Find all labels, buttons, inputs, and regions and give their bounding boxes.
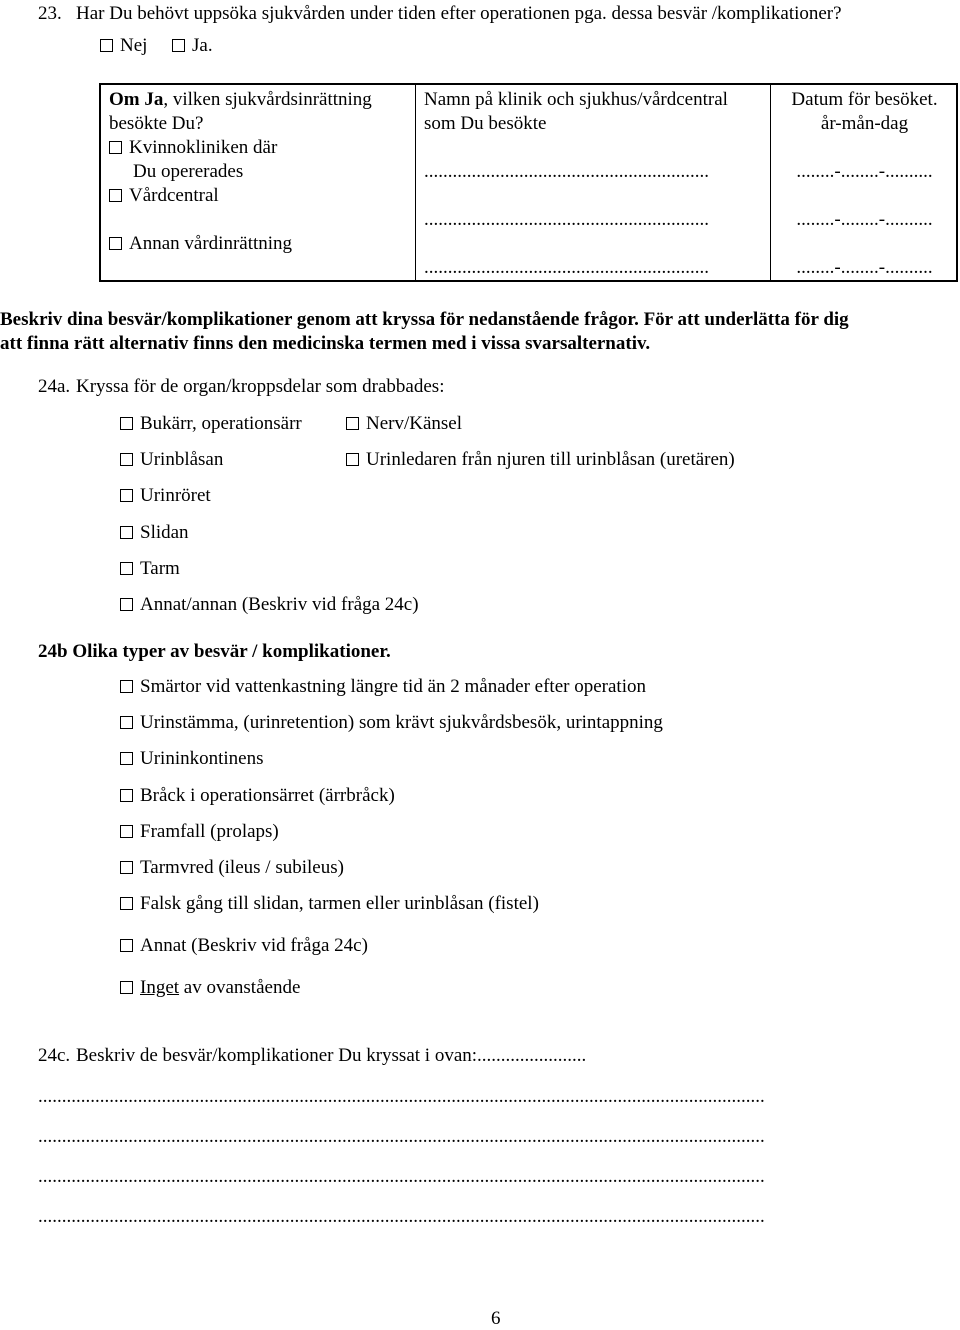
q24a-question: Kryssa för de organ/kroppsdelar som drabbades: [76, 376, 445, 397]
checkbox[interactable] [120, 861, 133, 874]
checkbox[interactable] [120, 680, 133, 693]
q24b-option-none[interactable]: Inget av ovanstående [120, 977, 300, 999]
option-label: Nej [120, 35, 148, 56]
checkbox[interactable] [120, 981, 133, 994]
checkbox[interactable] [120, 752, 133, 765]
checkbox[interactable] [120, 939, 133, 952]
q24b-option[interactable]: Bråck i operationsärret (ärrbråck) [120, 785, 395, 807]
q24a-option[interactable]: Urinblåsan [120, 449, 223, 471]
q24a-number: 24a. [38, 376, 71, 397]
q24b-option[interactable]: Smärtor vid vattenkastning längre tid än 2 månader efter operation [120, 676, 646, 698]
col3-header: Datum för besöket. [791, 89, 938, 110]
checkbox[interactable] [120, 825, 133, 838]
option-annan[interactable]: Annan vårdinrättning [109, 232, 409, 256]
col1-header-line2: besökte Du? [109, 113, 204, 134]
clinic-blank[interactable]: ............................................................ [424, 257, 709, 278]
visits-table [99, 83, 958, 282]
checkbox[interactable] [120, 897, 133, 910]
clinic-name-column [416, 84, 771, 281]
checkbox[interactable] [109, 141, 122, 154]
institution-column [100, 84, 416, 281]
date-blank[interactable]: ........-........-.......... [796, 257, 933, 278]
q23-option-ja[interactable] [172, 35, 213, 57]
q24a-option[interactable]: Urinledaren från njuren till urinblåsan (uretären) [346, 449, 735, 471]
col2-header: Namn på klinik och sjukhus/vårdcentral [424, 89, 728, 110]
checkbox[interactable] [120, 789, 133, 802]
answer-line[interactable]: ......................................................................................................................................................... [38, 1126, 765, 1147]
checkbox[interactable] [346, 417, 359, 430]
q23-question: Har Du behövt uppsöka sjukvården under tiden efter operationen pga. dessa besvär /komplikationer? [76, 3, 842, 24]
q24b-option[interactable]: Falsk gång till slidan, tarmen eller urinblåsan (fistel) [120, 893, 539, 915]
checkbox[interactable] [120, 526, 133, 539]
col1-header: Om Ja, vilken sjukvårdsinrättning [109, 89, 372, 110]
q23-number: 23. [38, 3, 62, 24]
checkbox[interactable] [172, 39, 185, 52]
checkbox[interactable] [100, 39, 113, 52]
q24b-option[interactable]: Tarmvred (ileus / subileus) [120, 857, 344, 879]
option-kvinnokliniken[interactable]: Kvinnokliniken där [109, 136, 409, 160]
q24b-option[interactable]: Urininkontinens [120, 748, 264, 770]
clinic-blank[interactable]: ............................................................ [424, 209, 709, 230]
q24b-option[interactable]: Framfall (prolaps) [120, 821, 279, 843]
date-blank[interactable]: ........-........-.......... [796, 161, 933, 182]
q24b-option[interactable]: Annat (Beskriv vid fråga 24c) [120, 935, 368, 957]
q24a-option[interactable]: Annat/annan (Beskriv vid fråga 24c) [120, 594, 419, 616]
checkbox[interactable] [120, 562, 133, 575]
answer-line[interactable]: ......................................................................................................................................................... [38, 1086, 765, 1107]
clinic-blank[interactable]: ............................................................ [424, 161, 709, 182]
date-blank[interactable]: ........-........-.......... [796, 209, 933, 230]
checkbox[interactable] [120, 453, 133, 466]
date-column [771, 84, 958, 281]
option-label: Ja. [192, 35, 213, 56]
checkbox[interactable] [120, 598, 133, 611]
checkbox[interactable] [109, 189, 122, 202]
checkbox[interactable] [120, 489, 133, 502]
option-kvinnokliniken-line2: Du opererades [133, 161, 244, 182]
page-number: 6 [491, 1308, 501, 1329]
q24b-title: 24b Olika typer av besvär / komplikationer. [38, 641, 391, 662]
option-vardcentral[interactable]: Vårdcentral [109, 184, 409, 208]
checkbox[interactable] [109, 237, 122, 250]
q24c-number: 24c. [38, 1045, 71, 1066]
answer-line[interactable]: ......................................................................................................................................................... [38, 1206, 765, 1227]
q24a-option[interactable]: Urinröret [120, 485, 211, 507]
instructions-line2: att finna rätt alternativ finns den medicinska termen med i vissa svarsalternativ. [0, 333, 651, 354]
checkbox[interactable] [120, 417, 133, 430]
checkbox[interactable] [346, 453, 359, 466]
answer-line[interactable]: ......................................................................................................................................................... [38, 1166, 765, 1187]
q23-option-nej[interactable] [100, 35, 147, 57]
q24a-option[interactable]: Slidan [120, 522, 189, 544]
q24c-question: Beskriv de besvär/komplikationer Du kryssat i ovan:....................... [76, 1045, 587, 1066]
col2-header-line2: som Du besökte [424, 113, 547, 134]
q24b-option[interactable]: Urinstämma, (urinretention) som krävt sjukvårdsbesök, urintappning [120, 712, 663, 734]
q24a-option[interactable]: Nerv/Känsel [346, 413, 462, 435]
q24a-option[interactable]: Tarm [120, 558, 180, 580]
checkbox[interactable] [120, 716, 133, 729]
instructions-line1: Beskriv dina besvär/komplikationer genom att kryssa för nedanstående frågor. För att underlätta för dig [0, 309, 849, 330]
q24a-option[interactable]: Bukärr, operationsärr [120, 413, 302, 435]
col3-header-line2: år-mån-dag [820, 113, 909, 134]
